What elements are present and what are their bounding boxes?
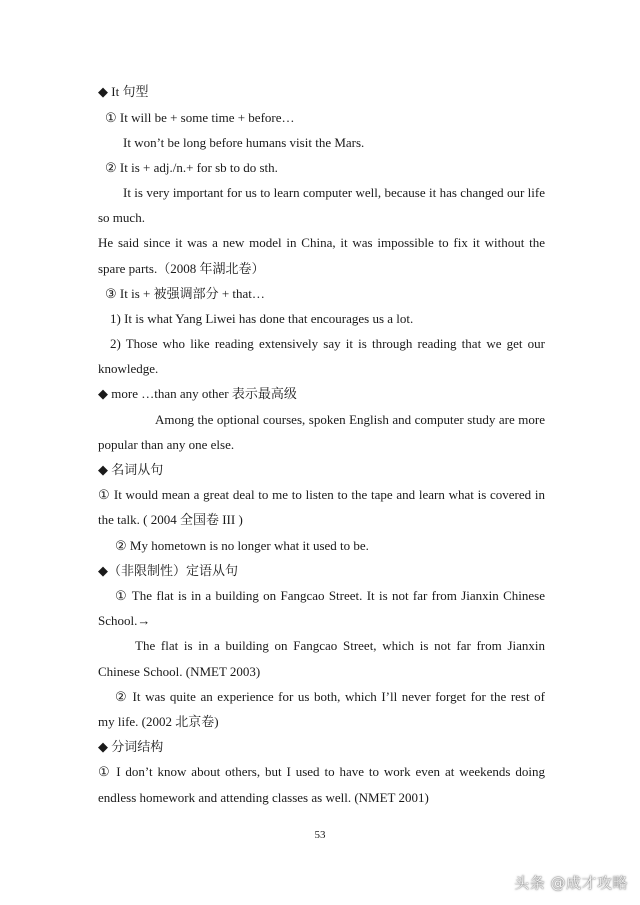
- section-heading-participle-structure: ◆ 分词结构: [98, 739, 164, 754]
- watermark: 头条 @成才攻略: [514, 874, 628, 892]
- example-sentence-continued: the talk. ( 2004 全国卷 III ): [98, 512, 243, 527]
- section-heading-noun-clause: ◆ 名词从句: [98, 462, 164, 477]
- section-heading-it-sentence-pattern: ◆ It 句型: [98, 84, 149, 99]
- example-sentence: 1) It is what Yang Liwei has done that encourages us a lot.: [110, 311, 414, 326]
- example-sentence: Among the optional courses, spoken English and computer study are more: [155, 412, 545, 427]
- example-sentence: ① I don’t know about others, but I used to have to work even at weekends doing: [98, 764, 545, 779]
- example-sentence: It is very important for us to learn computer well, because it has changed our life: [123, 185, 545, 200]
- example-sentence: The flat is in a building on Fangcao Street, which is not far from Jianxin: [135, 638, 545, 653]
- section-heading-relative-clause: ◆（非限制性）定语从句: [98, 563, 238, 578]
- pattern-item-1: ① It will be + some time + before…: [105, 110, 295, 125]
- example-sentence-continued: popular than any one else.: [98, 437, 235, 452]
- pattern-item-3: ③ It is + 被强调部分 + that…: [105, 286, 265, 301]
- section-heading-more-than-any-other: ◆ more …than any other 表示最高级: [98, 386, 297, 401]
- example-sentence: 2) Those who like reading extensively say it is through reading that we get our: [110, 336, 545, 351]
- example-sentence: ① It would mean a great deal to me to listen to the tape and learn what is covered in: [98, 487, 545, 502]
- example-sentence-continued: spare parts.（2008 年湖北卷）: [98, 261, 265, 276]
- example-sentence-continued: Chinese School. (NMET 2003): [98, 664, 261, 679]
- example-sentence-continued: my life. (2002 北京卷): [98, 714, 219, 729]
- pattern-item-2: ② It is + adj./n.+ for sb to do sth.: [105, 160, 278, 175]
- example-sentence: He said since it was a new model in China, it was impossible to fix it without the: [98, 235, 545, 250]
- example-sentence-continued: School.→: [98, 613, 151, 628]
- example-sentence: It won’t be long before humans visit the Mars.: [123, 135, 365, 150]
- example-sentence-continued: endless homework and attending classes as well. (NMET 2001): [98, 790, 429, 805]
- example-sentence-continued: so much.: [98, 210, 145, 225]
- page-number: 53: [314, 829, 326, 841]
- example-sentence: ② My hometown is no longer what it used to be.: [115, 538, 369, 553]
- example-sentence: ② It was quite an experience for us both, which I’ll never forget for the rest of: [115, 689, 545, 704]
- example-sentence-continued: knowledge.: [98, 361, 159, 376]
- example-sentence: ① The flat is in a building on Fangcao Street. It is not far from Jianxin Chinese: [115, 588, 545, 603]
